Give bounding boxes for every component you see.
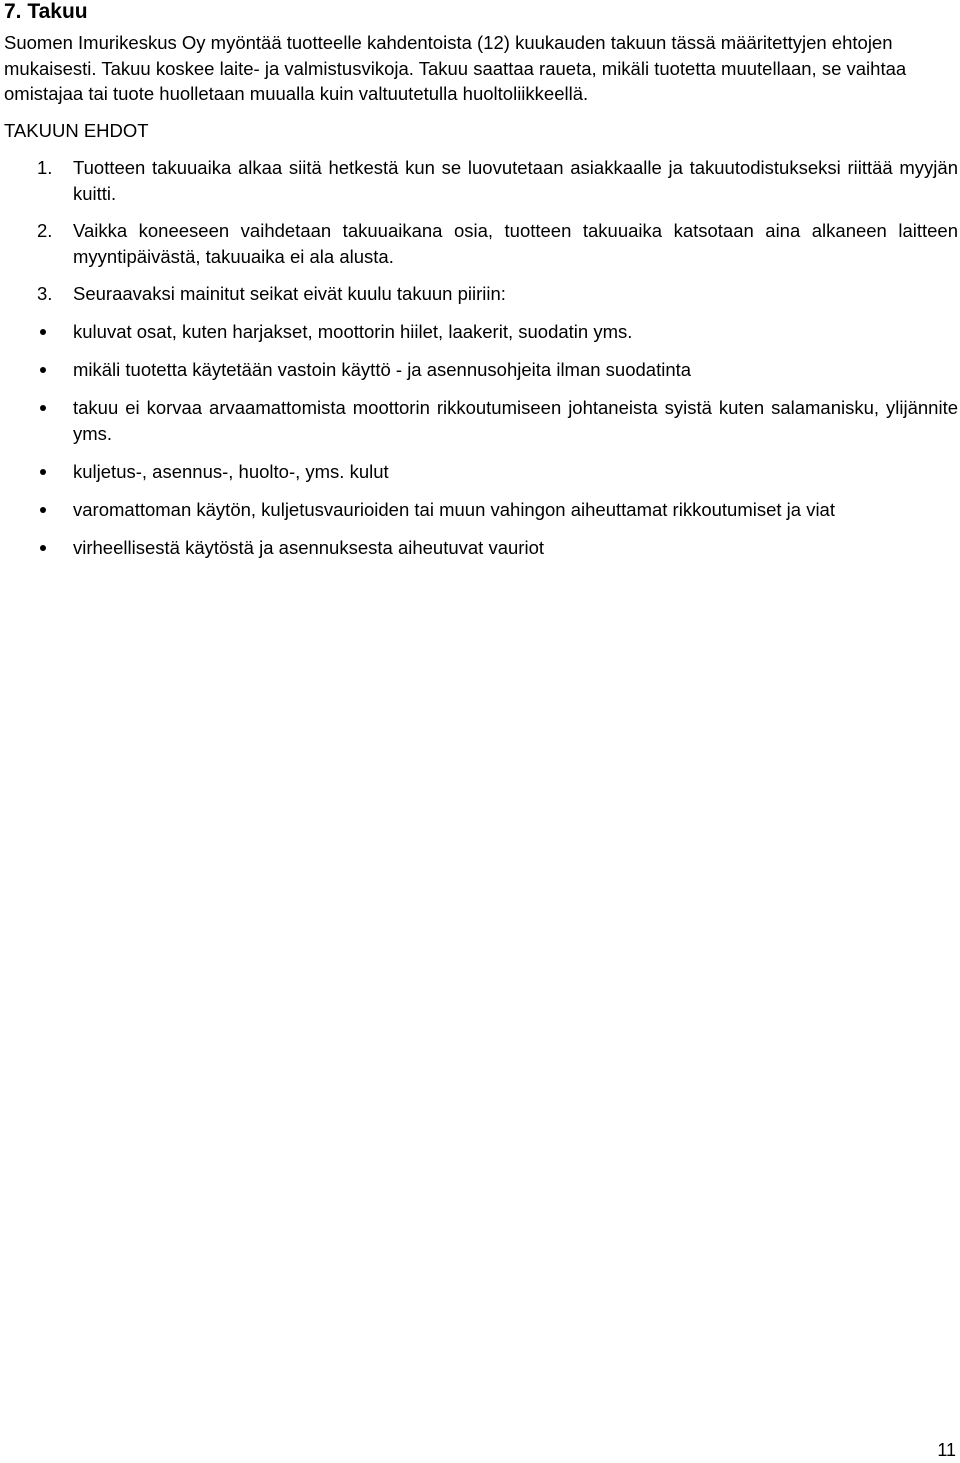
item-number: 1. [37,157,53,178]
intro-paragraph: Suomen Imurikeskus Oy myöntää tuotteelle kahdentoista (12) kuukauden takuun tässä määritettyjen ehtojen mukaisesti. Takuu koskee laite- ja valmistusvikoja. Takuu saattaa raueta, mikäli tuotetta muutellaan, se vaihtaa omistajaa tai tuote huolletaan muualla kuin valtuutetulla huoltoliikkeellä. [4,32,907,104]
list-item [4,218,958,269]
bullet-text: takuu ei korvaa arvaamattomista moottorin rikkoutumiseen johtaneista syistä kuten salamanisku, ylijännite yms. [73,397,958,444]
list-item [4,281,958,307]
bullet-text: varomattoman käytön, kuljetusvaurioiden tai muun vahingon aiheuttamat rikkoutumiset ja viat [73,498,835,520]
bullet-icon [4,459,73,485]
document-page [4,0,958,560]
bullet-text: kuluvat osat, kuten harjakset, moottorin hiilet, laakerit, suodatin yms. [73,321,633,342]
section-heading: 7. Takuu [4,0,88,23]
bullet-text: virheellisestä käytöstä ja asennuksesta aiheutuvat vauriot [73,536,544,558]
bullet-icon [4,497,73,523]
bullet-icon [4,319,73,345]
item-text: Seuraavaksi mainitut seikat eivät kuulu takuun piiriin: [73,283,506,304]
bullet-text: kuljetus-, asennus-, huolto-, yms. kulut [73,460,389,482]
bullet-text: mikäli tuotetta käytetään vastoin käyttö - ja asennusohjeita ilman suodatinta [73,359,692,380]
list-item [4,535,958,561]
list-item [4,357,958,383]
terms-numbered-list [4,155,958,307]
terms-title: TAKUUN EHDOT [4,119,149,141]
item-number: 2. [37,220,53,241]
exclusions-bullet-list [4,319,958,560]
list-item [4,319,958,345]
bullet-icon [4,535,73,561]
page-number: 11 [937,1440,956,1460]
bullet-icon [4,395,73,446]
item-number: 3. [37,283,53,304]
bullet-icon [4,357,73,383]
list-item [4,155,958,206]
item-text: Tuotteen takuuaika alkaa siitä hetkestä kun se luovutetaan asiakkaalle ja takuutodistukseksi riittää myyjän kuitti. [73,157,958,204]
list-item [4,395,958,446]
list-item [4,497,958,523]
item-text: Vaikka koneeseen vaihdetaan takuuaikana osia, tuotteen takuuaika katsotaan aina alkaneen laitteen myyntipäivästä, takuuaika ei ala alusta. [73,220,958,267]
list-item [4,459,958,485]
